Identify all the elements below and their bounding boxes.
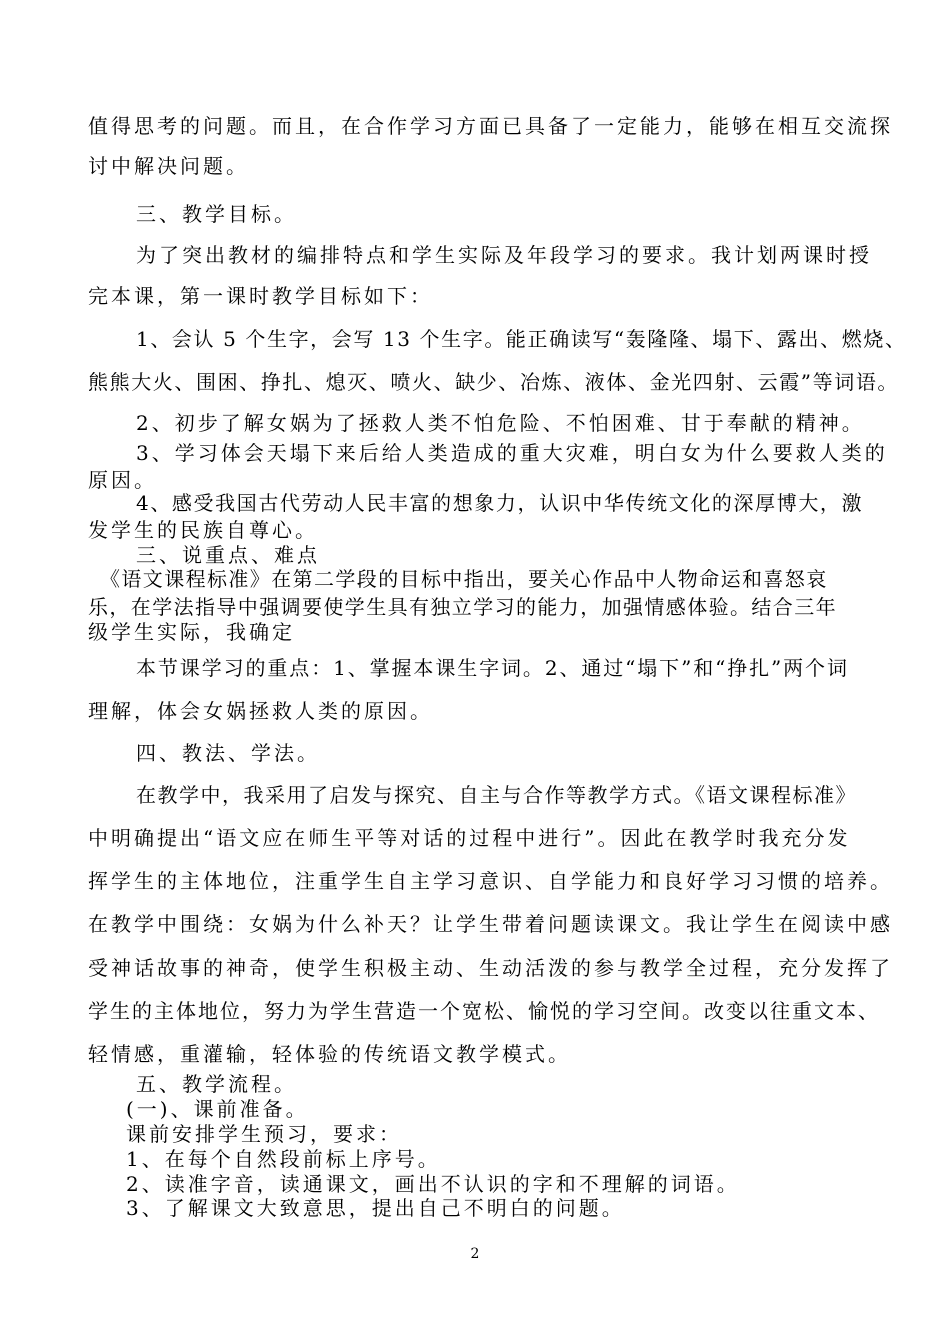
paragraph-line: 挥学生的主体地位，注重学生自主学习意识、自学能力和良好学习习惯的培养。	[88, 869, 893, 893]
section-heading: 四、教法、学法。	[136, 741, 320, 765]
paragraph-line: 课前安排学生预习，要求：	[126, 1122, 402, 1146]
paragraph-line: 《语文课程标准》在第二学段的目标中指出，要关心作品中人物命运和喜怒哀	[100, 567, 828, 591]
paragraph-line: 在教学中围绕：女娲为什么补天？让学生带着问题读课文。我让学生在阅读中感	[88, 912, 893, 936]
paragraph-line: 为了突出教材的编排特点和学生实际及年段学习的要求。我计划两课时授	[136, 243, 872, 267]
paragraph-line: 学生的主体地位，努力为学生营造一个宽松、愉悦的学习空间。改变以往重文本、	[88, 999, 880, 1023]
list-item: 2、读准字音，读通课文，画出不认识的字和不理解的词语。	[126, 1172, 740, 1196]
paragraph-line: 理解，体会女娲拯救人类的原因。	[88, 699, 433, 723]
section-heading: 五、教学流程。	[136, 1072, 297, 1096]
page-number: 2	[470, 1246, 480, 1262]
section-heading: 三、教学目标。	[136, 202, 297, 226]
section-heading: 三、说重点、难点	[136, 543, 320, 567]
paragraph-line: 讨中解决问题。	[88, 154, 249, 178]
list-item: 1、会认 5 个生字，会写 13 个生字。能正确读写“轰隆隆、塌下、露出、燃烧、	[136, 327, 907, 351]
paragraph-line: 完本课，第一课时教学目标如下：	[88, 284, 433, 308]
list-item: 3、了解课文大致意思，提出自己不明白的问题。	[126, 1196, 625, 1220]
list-item: 3、学习体会天塌下来后给人类造成的重大灾难，明白女为什么要救人类的	[136, 441, 888, 465]
paragraph-line: 值得思考的问题。而且，在合作学习方面已具备了一定能力，能够在相互交流探	[88, 114, 893, 138]
paragraph-line: 级学生实际，我确定	[88, 620, 295, 644]
paragraph-line: 中明确提出“语文应在师生平等对话的过程中进行”。因此在教学时我充分发	[88, 826, 851, 850]
list-item: 原因。	[88, 468, 157, 492]
list-item: 2、初步了解女娲为了拯救人类不怕危险、不怕困难、甘于奉献的精神。	[136, 411, 865, 435]
list-item: 1、在每个自然段前标上序号。	[126, 1147, 441, 1171]
paragraph-line: 本节课学习的重点：1、掌握本课生字词。2、通过“塌下”和“挣扎”两个词	[136, 656, 849, 680]
list-item: 4、感受我国古代劳动人民丰富的想象力，认识中华传统文化的深厚博大，激	[136, 491, 864, 515]
paragraph-line: 轻情感，重灌输，轻体验的传统语文教学模式。	[88, 1042, 571, 1066]
paragraph-line: 乐，在学法指导中强调要使学生具有独立学习的能力，加强情感体验。结合三年	[88, 595, 837, 619]
list-item: 熊熊大火、围困、挣扎、熄灭、喷火、缺少、冶炼、液体、金光四射、云霞”等词语。	[88, 370, 900, 394]
list-item: 发学生的民族自尊心。	[88, 518, 318, 542]
paragraph-line: 在教学中，我采用了启发与探究、自主与合作等教学方式。《语文课程标准》	[136, 783, 857, 807]
paragraph-line: 受神话故事的神奇，使学生积极主动、生动活泼的参与教学全过程，充分发挥了	[88, 956, 893, 980]
subsection-heading: (一)、课前准备。	[126, 1097, 309, 1121]
